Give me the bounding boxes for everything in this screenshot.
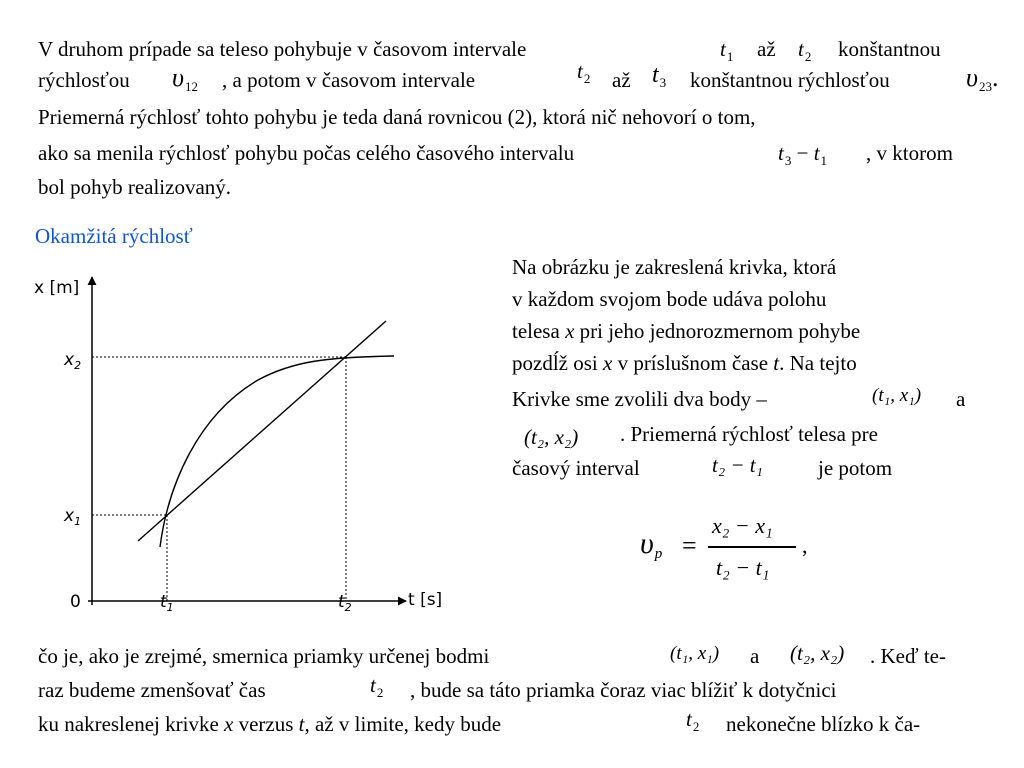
intro-text: , v ktorom: [866, 141, 953, 165]
right-line-7: [512, 455, 640, 482]
intro-line-2: [38, 67, 130, 94]
intro-text: až: [757, 37, 776, 61]
math-subscript: 2: [692, 719, 700, 734]
intro-line-1: [38, 36, 526, 63]
math-operator: −: [791, 141, 814, 165]
position-curve: [160, 356, 394, 547]
bottom-text: čo je, ako je zrejmé, smernica priamky určenej bodmi: [38, 644, 490, 668]
math-symbol: t: [298, 712, 305, 736]
position-time-graph: [28, 265, 478, 625]
intro-text-az: [757, 36, 776, 63]
math-subscript: 3: [659, 75, 667, 90]
right-line-3: [512, 318, 860, 345]
math-t3-minus-t1: [778, 140, 827, 174]
right-text-a: [956, 386, 965, 413]
math-symbol: t: [577, 59, 583, 83]
right-text: pozdĺž osi: [512, 351, 603, 375]
right-text: telesa: [512, 319, 566, 343]
math-symbol: t: [798, 37, 804, 61]
math-symbol: x: [565, 319, 575, 343]
point-1-inline: (t₁, x₁): [872, 385, 922, 406]
math-symbol: t: [773, 351, 780, 375]
t1-label: $t_1$: [160, 592, 174, 614]
math-symbol: t: [370, 673, 376, 697]
math-t1: [720, 36, 733, 70]
secant-line: [138, 321, 386, 541]
math-v12: [172, 64, 198, 100]
point-1-bottom: (t₁, x₁): [670, 643, 720, 664]
math-symbol: t: [778, 141, 784, 165]
math-symbol: υ: [172, 63, 184, 92]
right-line-4: [512, 350, 857, 377]
right-text: a: [956, 387, 966, 411]
intro-text: , a potom v časovom intervale: [222, 68, 476, 92]
point-2-inline: (t₂, x₂): [524, 425, 579, 449]
intro-text: konštantnou: [838, 37, 941, 61]
intro-text: až: [612, 68, 631, 92]
math-subscript: 12: [184, 79, 198, 94]
fraction-bar: [708, 546, 796, 548]
right-text: je potom: [818, 456, 893, 480]
bottom-text: a: [750, 644, 760, 668]
bottom-and: [750, 643, 759, 670]
x1-label: $x_1$: [64, 506, 82, 528]
right-line-6: [620, 421, 878, 448]
math-symbol: t: [720, 37, 726, 61]
bottom-line-3b: [726, 711, 920, 738]
formula-equals: =: [682, 531, 697, 560]
t2-label: $t_2$: [338, 592, 352, 614]
formula-lhs: [640, 527, 663, 568]
math-symbol: t: [813, 141, 820, 165]
math-subscript: 2: [583, 71, 591, 86]
intro-line-5: [38, 174, 231, 201]
right-line-7b: [818, 455, 892, 482]
intro-text: V druhom prípade sa teleso pohybuje v časovom intervale: [38, 37, 527, 61]
right-text: . Na tejto: [779, 351, 857, 375]
intro-text: ako sa menila rýchlosť pohybu počas celého časového intervalu: [38, 141, 575, 165]
right-text: v príslušnom čase: [612, 351, 774, 375]
right-text: Na obrázku je zakreslená krivka, ktorá: [512, 255, 837, 279]
intro-text: konštantnou rýchlosťou: [690, 68, 890, 92]
math-symbol: υ: [640, 527, 654, 560]
formula-numerator: x₂ − x₁: [712, 513, 773, 538]
section-heading: Okamžitá rýchlosť: [35, 224, 193, 248]
math-symbol: t: [686, 707, 692, 731]
right-line-5: [512, 386, 767, 413]
bottom-text: nekonečne blízko k ča-: [726, 712, 921, 736]
math-t2-bottom: [370, 672, 383, 706]
bottom-text: , bude sa táto priamka čoraz viac blížiť k dotyčnici: [410, 678, 837, 702]
right-text: v každom svojom bode udáva polohu: [512, 287, 827, 311]
bottom-line-2: [38, 677, 266, 704]
formula-denominator: t₂ − t₁: [716, 555, 770, 580]
right-text: časový interval: [512, 456, 640, 480]
bottom-text: raz budeme zmenšovať čas: [38, 678, 266, 702]
average-velocity-formula: [640, 510, 820, 590]
math-symbol: x: [224, 712, 234, 736]
math-v23: [966, 64, 998, 100]
bottom-line-1b: [870, 643, 946, 670]
x2-label: $x_2$: [64, 350, 82, 372]
intro-text: rýchlosťou: [38, 68, 130, 92]
right-text: . Priemerná rýchlosť telesa pre: [620, 422, 878, 446]
math-subscript: 23: [978, 79, 992, 94]
math-symbol: t: [652, 62, 659, 88]
intro-line-4b: [866, 140, 953, 167]
right-line-2: [512, 286, 826, 313]
intro-text: Priemerná rýchlosť tohto pohybu je teda daná rovnicou (2), ktorá nič nehovorí o tom,: [38, 105, 756, 129]
bottom-line-1: [38, 643, 489, 670]
right-text: pri jeho jednorozmernom pohybe: [574, 319, 861, 343]
right-text: Krivke sme zvolili dva body –: [512, 387, 767, 411]
math-subscript: p: [654, 546, 663, 562]
math-subscript: 2: [804, 49, 812, 64]
interval-expr: t₂ − t₁: [712, 453, 763, 477]
right-line-1: [512, 254, 836, 281]
bottom-text: . Keď te-: [870, 644, 946, 668]
intro-line-2b: [222, 67, 475, 94]
math-subscript: 1: [726, 49, 734, 64]
intro-text: bol pohyb realizovaný.: [38, 175, 232, 199]
bottom-text: ku nakreslenej krivke: [38, 712, 225, 736]
bottom-text: verzus: [233, 712, 299, 736]
intro-text: .: [991, 63, 999, 92]
intro-text-konst: [838, 36, 941, 63]
math-symbol: x: [602, 351, 613, 375]
intro-text-az2: [612, 67, 631, 94]
bottom-text: , až v limite, kedy bude: [304, 712, 502, 736]
x-axis-label: t [s]: [408, 590, 443, 610]
formula-comma: ,: [802, 533, 808, 558]
y-axis-label: x [m]: [34, 278, 80, 298]
bottom-line-3: [38, 711, 501, 738]
math-t2b: [577, 58, 590, 92]
math-t2-bottom-2: [686, 706, 699, 740]
math-t3: [652, 62, 666, 96]
bottom-line-2b: [410, 677, 836, 704]
intro-line-3: [38, 104, 756, 131]
math-subscript: 2: [376, 685, 384, 700]
math-symbol: υ: [966, 63, 978, 92]
math-t2: [798, 36, 811, 70]
origin-label: 0: [70, 592, 81, 612]
point-2-bottom: (t₂, x₂): [790, 641, 845, 665]
math-subscript: 3: [784, 153, 792, 168]
intro-line-4: [38, 140, 574, 167]
intro-text-konst2: [690, 67, 890, 94]
math-subscript: 1: [820, 153, 828, 168]
